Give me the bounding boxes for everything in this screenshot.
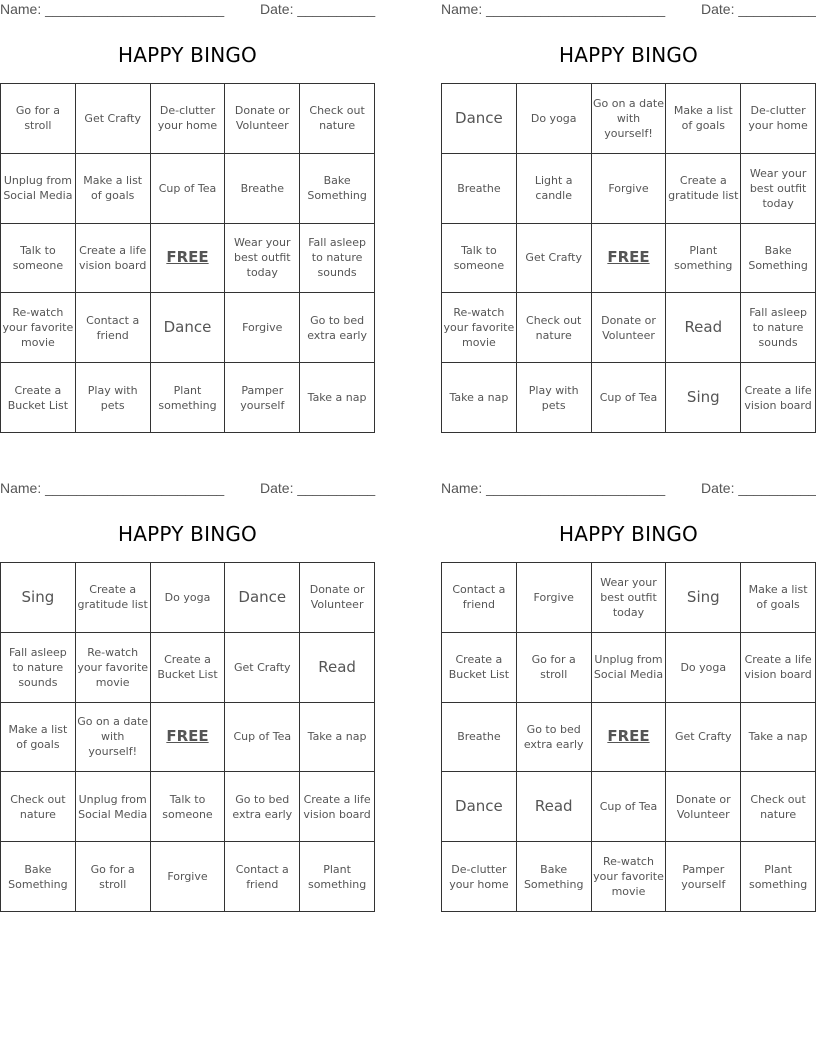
bingo-cell: Forgive: [592, 154, 667, 224]
name-label: Name: _______________________: [0, 480, 225, 496]
bingo-cell: Re-watch your favorite movie: [592, 842, 667, 912]
bingo-cell: Plant something: [151, 363, 226, 433]
free-space: FREE: [151, 224, 226, 294]
bingo-cell: Cup of Tea: [592, 363, 667, 433]
bingo-cell: Cup of Tea: [151, 154, 226, 224]
bingo-cell: Take a nap: [741, 703, 816, 773]
bingo-card-1: [0, 0, 375, 435]
bingo-cell: Bake Something: [1, 842, 76, 912]
bingo-cell: Unplug from Social Media: [592, 633, 667, 703]
date-label: Date: __________: [260, 480, 376, 496]
free-space: FREE: [151, 703, 226, 773]
card-header: [441, 1, 816, 21]
bingo-cell: Re-watch your favorite movie: [76, 633, 151, 703]
bingo-cell: Plant something: [300, 842, 375, 912]
bingo-grid: [0, 83, 375, 433]
bingo-cell: Breathe: [442, 703, 517, 773]
bingo-cell: Read: [517, 772, 592, 842]
card-title: HAPPY BINGO: [118, 522, 257, 546]
bingo-cell: De-clutter your home: [151, 84, 226, 154]
bingo-cell: Check out nature: [300, 84, 375, 154]
card-header: [441, 480, 816, 500]
bingo-cell: Take a nap: [442, 363, 517, 433]
bingo-cell: Pamper yourself: [666, 842, 741, 912]
bingo-cell: Donate or Volunteer: [225, 84, 300, 154]
bingo-cell: Go for a stroll: [76, 842, 151, 912]
bingo-cell: Donate or Volunteer: [592, 293, 667, 363]
bingo-cell: Fall asleep to nature sounds: [741, 293, 816, 363]
bingo-cell: Make a list of goals: [666, 84, 741, 154]
bingo-cell: Take a nap: [300, 363, 375, 433]
bingo-cell: Go on a date with yourself!: [592, 84, 667, 154]
bingo-cell: Contact a friend: [225, 842, 300, 912]
free-space: FREE: [592, 703, 667, 773]
name-label: Name: _______________________: [441, 1, 666, 17]
bingo-cell: Plant something: [666, 224, 741, 294]
date-label: Date: __________: [260, 1, 376, 17]
bingo-cell: Dance: [225, 563, 300, 633]
bingo-cell: Pamper yourself: [225, 363, 300, 433]
card-title: HAPPY BINGO: [118, 43, 257, 67]
bingo-cell: Sing: [1, 563, 76, 633]
bingo-cell: Take a nap: [300, 703, 375, 773]
bingo-cell: Create a life vision board: [741, 633, 816, 703]
bingo-cell: Create a Bucket List: [151, 633, 226, 703]
bingo-cell: De-clutter your home: [741, 84, 816, 154]
bingo-cell: Re-watch your favorite movie: [1, 293, 76, 363]
card-header: [0, 480, 375, 500]
bingo-cell: Read: [666, 293, 741, 363]
bingo-cell: Re-watch your favorite movie: [442, 293, 517, 363]
bingo-cell: Do yoga: [666, 633, 741, 703]
bingo-cell: Make a list of goals: [1, 703, 76, 773]
date-label: Date: __________: [701, 1, 816, 17]
bingo-cell: Wear your best outfit today: [741, 154, 816, 224]
bingo-cell: Donate or Volunteer: [300, 563, 375, 633]
card-title: HAPPY BINGO: [559, 43, 698, 67]
bingo-cell: Fall asleep to nature sounds: [300, 224, 375, 294]
bingo-cell: Sing: [666, 363, 741, 433]
bingo-cell: Get Crafty: [76, 84, 151, 154]
bingo-cell: Read: [300, 633, 375, 703]
bingo-grid: [0, 562, 375, 912]
bingo-cell: Go to bed extra early: [300, 293, 375, 363]
bingo-cell: Forgive: [151, 842, 226, 912]
bingo-cell: Create a life vision board: [741, 363, 816, 433]
date-label: Date: __________: [701, 480, 816, 496]
bingo-cell: Go on a date with yourself!: [76, 703, 151, 773]
bingo-cell: Check out nature: [517, 293, 592, 363]
name-label: Name: _______________________: [0, 1, 225, 17]
bingo-cell: Bake Something: [741, 224, 816, 294]
bingo-cell: Wear your best outfit today: [225, 224, 300, 294]
bingo-cell: Wear your best outfit today: [592, 563, 667, 633]
bingo-cell: Play with pets: [76, 363, 151, 433]
bingo-cell: Create a Bucket List: [1, 363, 76, 433]
bingo-cell: Create a gratitude list: [666, 154, 741, 224]
bingo-cell: Contact a friend: [76, 293, 151, 363]
bingo-cell: Bake Something: [300, 154, 375, 224]
bingo-cell: Go to bed extra early: [517, 703, 592, 773]
bingo-cell: Plant something: [741, 842, 816, 912]
bingo-card-3: [0, 479, 375, 914]
bingo-cell: Cup of Tea: [225, 703, 300, 773]
bingo-cell: Create a life vision board: [300, 772, 375, 842]
bingo-cell: Forgive: [517, 563, 592, 633]
bingo-cell: Create a life vision board: [76, 224, 151, 294]
name-label: Name: _______________________: [441, 480, 666, 496]
bingo-cell: Contact a friend: [442, 563, 517, 633]
bingo-cell: Fall asleep to nature sounds: [1, 633, 76, 703]
bingo-cell: Check out nature: [1, 772, 76, 842]
bingo-grid: [441, 562, 816, 912]
bingo-grid: [441, 83, 816, 433]
bingo-cell: Unplug from Social Media: [76, 772, 151, 842]
bingo-cell: Make a list of goals: [76, 154, 151, 224]
bingo-cell: Get Crafty: [517, 224, 592, 294]
bingo-cell: Breathe: [225, 154, 300, 224]
bingo-cell: Play with pets: [517, 363, 592, 433]
bingo-cell: Unplug from Social Media: [1, 154, 76, 224]
bingo-cell: Bake Something: [517, 842, 592, 912]
bingo-cell: Check out nature: [741, 772, 816, 842]
bingo-cell: Make a list of goals: [741, 563, 816, 633]
bingo-cell: Talk to someone: [1, 224, 76, 294]
bingo-cell: Donate or Volunteer: [666, 772, 741, 842]
bingo-cell: Create a gratitude list: [76, 563, 151, 633]
bingo-cell: Cup of Tea: [592, 772, 667, 842]
bingo-cell: Dance: [442, 84, 517, 154]
bingo-cell: Dance: [442, 772, 517, 842]
bingo-cell: Breathe: [442, 154, 517, 224]
bingo-cell: Talk to someone: [442, 224, 517, 294]
bingo-cell: Light a candle: [517, 154, 592, 224]
bingo-cell: Get Crafty: [225, 633, 300, 703]
bingo-cell: Go for a stroll: [517, 633, 592, 703]
bingo-cell: Dance: [151, 293, 226, 363]
bingo-cell: Sing: [666, 563, 741, 633]
bingo-cell: Do yoga: [517, 84, 592, 154]
free-space: FREE: [592, 224, 667, 294]
bingo-card-2: [441, 0, 816, 435]
bingo-cell: Talk to someone: [151, 772, 226, 842]
bingo-card-4: [441, 479, 816, 914]
card-title: HAPPY BINGO: [559, 522, 698, 546]
bingo-cell: De-clutter your home: [442, 842, 517, 912]
bingo-cell: Get Crafty: [666, 703, 741, 773]
bingo-cell: Forgive: [225, 293, 300, 363]
bingo-cell: Do yoga: [151, 563, 226, 633]
bingo-cell: Go for a stroll: [1, 84, 76, 154]
bingo-cell: Create a Bucket List: [442, 633, 517, 703]
card-header: [0, 1, 375, 21]
bingo-cell: Go to bed extra early: [225, 772, 300, 842]
